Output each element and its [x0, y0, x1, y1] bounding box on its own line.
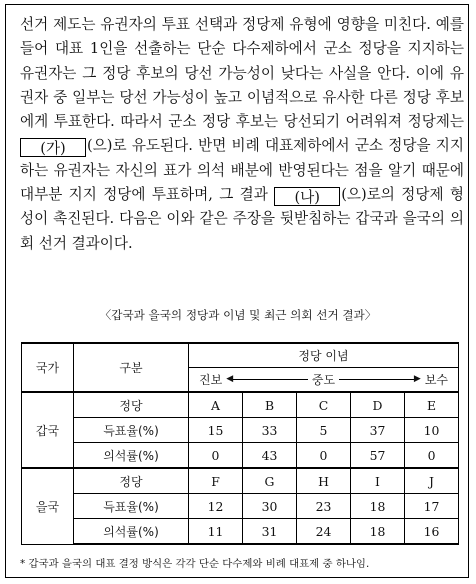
table-cell: D [351, 392, 405, 418]
table-cell: 16 [405, 519, 459, 545]
arrow-line [233, 379, 308, 380]
table-cell: J [405, 468, 459, 494]
table-cell: 24 [297, 519, 351, 545]
table-cell: 43 [243, 443, 297, 469]
axis-arrow-right [339, 375, 421, 384]
table-cell: 23 [297, 494, 351, 519]
table-cell: 12 [189, 494, 243, 519]
row-label: 의석률(%) [74, 519, 189, 545]
axis-progressive-label: 진보 [199, 373, 223, 387]
blank-na: (나) [274, 187, 340, 206]
table-cell: 0 [189, 443, 243, 469]
passage-part-2: (으)로 유도된다. 반면 비례 대표제하에서 군소 정당을 지지하는 유권자는 자신의 표가 의석 배분에 반영된다는 점을 알기 때문에 대부분 지지 정당에 투표하며, 그 결과 [20, 137, 464, 204]
table-cell: B [243, 392, 297, 418]
table-cell: 15 [189, 418, 243, 443]
table-cell: C [297, 392, 351, 418]
row-label: 득표율(%) [74, 494, 189, 519]
country-eul: 을국 [22, 468, 74, 544]
election-results-table [21, 342, 459, 545]
row-label: 정당 [74, 468, 189, 494]
table-cell: 31 [243, 519, 297, 545]
table-cell: 18 [351, 494, 405, 519]
table-cell: 18 [351, 519, 405, 545]
passage-part-3: (으)로의 정당제 형성이 촉진된다. 다음은 이와 같은 주장을 뒷받침하는 갑국과 을국의 의회 선거 결과이다. [20, 186, 464, 252]
axis-arrow-left [226, 375, 308, 384]
table-cell: 11 [189, 519, 243, 545]
table-caption: 〈갑국과 을국의 정당과 이념 및 최근 의회 선거 결과〉 [99, 308, 377, 322]
table-row [22, 443, 459, 469]
table-cell: 30 [243, 494, 297, 519]
question-frame [5, 4, 469, 578]
table-row [22, 468, 459, 494]
row-label: 득표율(%) [74, 418, 189, 443]
header-ideology: 정당 이념 [189, 343, 459, 368]
axis-conservative-label: 보수 [424, 373, 449, 387]
table-cell: 57 [351, 443, 405, 469]
table-row [22, 519, 459, 545]
axis-center-label: 중도 [311, 373, 336, 387]
table-cell: 5 [297, 418, 351, 443]
table-cell: 10 [405, 418, 459, 443]
table-row [22, 494, 459, 519]
table-footnote: * 갑국과 을국의 대표 결정 방식은 각각 단순 다수제와 비례 대표제 중 하나임. [20, 558, 370, 570]
arrow-left-icon: ◀ [226, 374, 234, 384]
table-cell: E [405, 392, 459, 418]
table-cell: 0 [405, 443, 459, 469]
arrow-line [339, 379, 414, 380]
arrow-right-icon: ▶ [413, 374, 421, 384]
table-cell: 37 [351, 418, 405, 443]
header-category: 구분 [74, 343, 189, 392]
table-cell: 33 [243, 418, 297, 443]
row-label: 정당 [74, 392, 189, 418]
table-row [22, 418, 459, 443]
table-cell: F [189, 468, 243, 494]
blank-ga: (가) [20, 138, 86, 157]
passage-part-1: 선거 제도는 유권자의 투표 선택과 정당제 유형에 영향을 미친다. 예를 들어 대표 1인을 선출하는 단순 다수제하에서 군소 정당을 지지하는 유권자는 그 정당 후보의 당선 가능성이 낮다는 사실을 안다. 이에 유권자 중 일부는 당선 가능성이 높고 이념적으로 유사한 다른 정당 후보에게 투표한다. 따라서 군소 정당 후보는 당선되기 어려워져 정당제는 [20, 16, 464, 131]
header-country: 국가 [22, 343, 74, 392]
table-cell: H [297, 468, 351, 494]
header-row-1 [22, 343, 459, 368]
table-cell: G [243, 468, 297, 494]
ideology-axis [189, 371, 458, 388]
country-gap: 갑국 [22, 392, 74, 468]
table-cell: I [351, 468, 405, 494]
table-row [22, 392, 459, 418]
table-cell: 17 [405, 494, 459, 519]
table-cell: 0 [297, 443, 351, 469]
row-label: 의석률(%) [74, 443, 189, 469]
table-cell: A [189, 392, 243, 418]
passage-text [20, 13, 464, 256]
ideology-axis-cell [189, 368, 459, 393]
